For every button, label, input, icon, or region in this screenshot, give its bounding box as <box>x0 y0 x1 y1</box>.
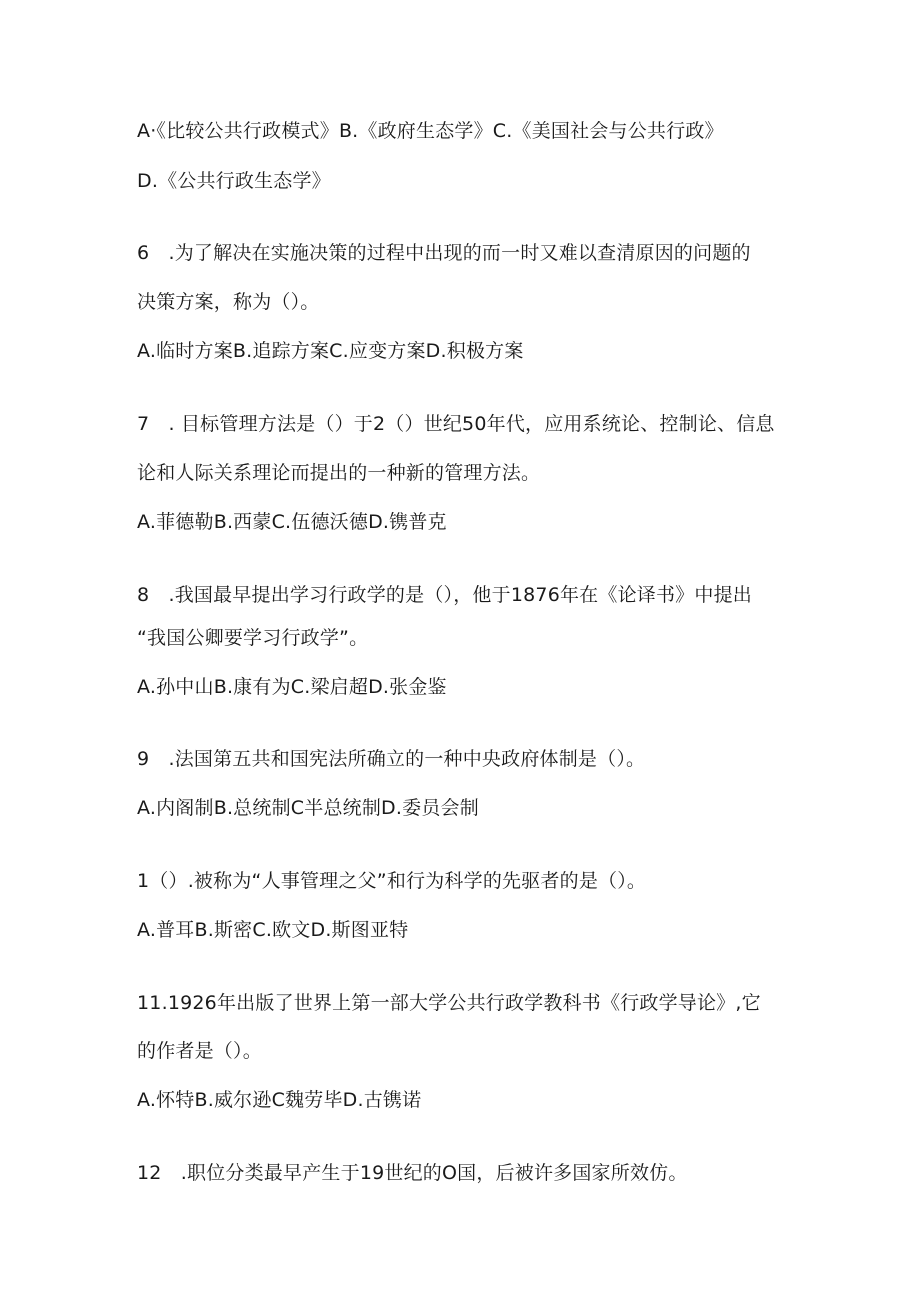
q9-stem: 9 .法国第五共和国宪法所确立的一种中央政府体制是（）。 <box>137 748 646 770</box>
q8-stem-line-2: “我国公卿要学习行政学”。 <box>137 627 369 649</box>
q11-stem-line-1: 11.1926年出版了世界上第一部大学公共行政学教科书《行政学导论》,它 <box>137 992 761 1014</box>
q5-options-line-2: D.《公共行政生态学》 <box>137 170 331 192</box>
q6-stem-line-1: 6 .为了解决在实施决策的过程中出现的而一时又难以查清原因的问题的 <box>137 242 751 264</box>
q10-options: A.普耳B.斯密C.欧文D.斯图亚特 <box>137 919 409 941</box>
q6-stem-line-2: 决策方案，称为（）。 <box>137 291 320 313</box>
q7-stem-line-1: 7 . 目标管理方法是（）于2（）世纪50年代，应用系统论、控制论、信息 <box>137 413 775 435</box>
q7-stem-line-2: 论和人际关系理论而提出的一种新的管理方法。 <box>137 462 541 484</box>
q8-options: A.孙中山B.康有为C.梁启超D.张金鉴 <box>137 676 447 698</box>
q7-options: A.菲德勒B.西蒙C.伍德沃德D.镌普克 <box>137 511 447 533</box>
q9-options: A.内阁制B.总统制C半总统制D.委员会制 <box>137 797 479 819</box>
q11-stem-line-2: 的作者是（）。 <box>137 1040 262 1062</box>
q5-options-line-1: A·《比较公共行政模式》B.《政府生态学》C.《美国社会与公共行政》 <box>137 120 724 142</box>
q12-stem: 12 .职位分类最早产生于19世纪的O国，后被许多国家所效仿。 <box>137 1162 688 1184</box>
q11-options: A.怀特B.威尔逊C魏劳毕D.古镌诺 <box>137 1089 422 1111</box>
q8-stem-line-1: 8 .我国最早提出学习行政学的是（），他于1876年在《论译书》中提出 <box>137 584 752 606</box>
q10-stem: 1（）.被称为“人事管理之父”和行为科学的先驱者的是（）。 <box>137 870 647 892</box>
q6-options: A.临时方案B.追踪方案C.应变方案D.积极方案 <box>137 340 524 362</box>
